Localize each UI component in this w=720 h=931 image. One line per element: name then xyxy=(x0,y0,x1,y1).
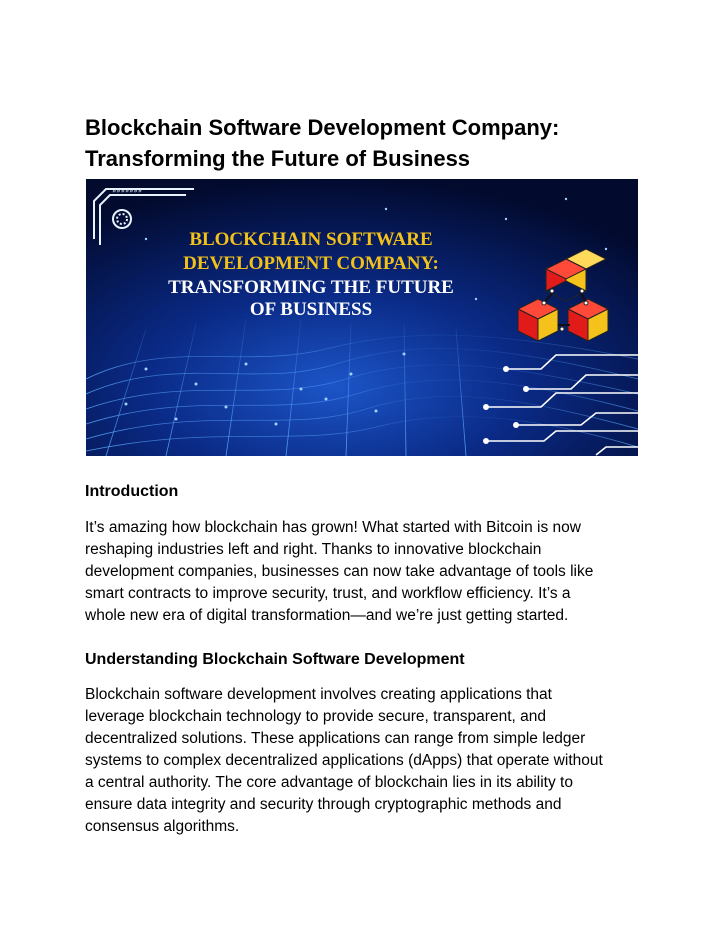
understanding-line: Blockchain software development involves creating applications that xyxy=(85,686,552,703)
banner-line-4: OF BUSINESS xyxy=(249,299,373,320)
understanding-heading: Understanding Blockchain Software Development xyxy=(85,651,465,668)
banner-line-1: BLOCKCHAIN SOFTWARE xyxy=(189,229,433,250)
chevron-decoration xyxy=(112,187,142,195)
intro-line: It’s amazing how blockchain has grown! What started with Bitcoin is now xyxy=(85,519,581,536)
intro-line: smart contracts to improve security, trust, and workflow efficiency. It’s a xyxy=(85,585,571,602)
understanding-line: systems to complex decentralized applications (dApps) that operate without xyxy=(85,752,603,769)
understanding-line: leverage blockchain technology to provide secure, transparent, and xyxy=(85,708,546,725)
banner-line-2: DEVELOPMENT COMPANY: xyxy=(183,253,439,274)
intro-line: whole new era of digital transformation—and we’re just getting started. xyxy=(85,607,569,624)
understanding-line: decentralized solutions. These applications can range from simple ledger xyxy=(85,730,586,747)
understanding-line: a central authority. The core advantage of blockchain lies in its ability to xyxy=(85,774,573,791)
understanding-paragraph xyxy=(85,684,645,838)
intro-paragraph xyxy=(85,517,645,627)
title-line-2: Transforming the Future of Business xyxy=(85,146,471,171)
intro-line: development companies, businesses can now take advantage of tools like xyxy=(85,563,594,580)
page-title xyxy=(85,112,645,174)
intro-line: reshaping industries left and right. Thanks to innovative blockchain xyxy=(85,541,542,558)
banner-line-3: TRANSFORMING THE FUTURE xyxy=(168,277,454,298)
title-line-1: Blockchain Software Development Company: xyxy=(85,115,560,140)
understanding-line: consensus algorithms. xyxy=(85,818,240,835)
intro-heading: Introduction xyxy=(85,483,179,500)
svg-text:»»»»»»»: »»»»»»» xyxy=(112,187,142,195)
understanding-line: ensure data integrity and security through cryptographic methods and xyxy=(85,796,562,813)
hero-banner-image xyxy=(86,179,638,456)
